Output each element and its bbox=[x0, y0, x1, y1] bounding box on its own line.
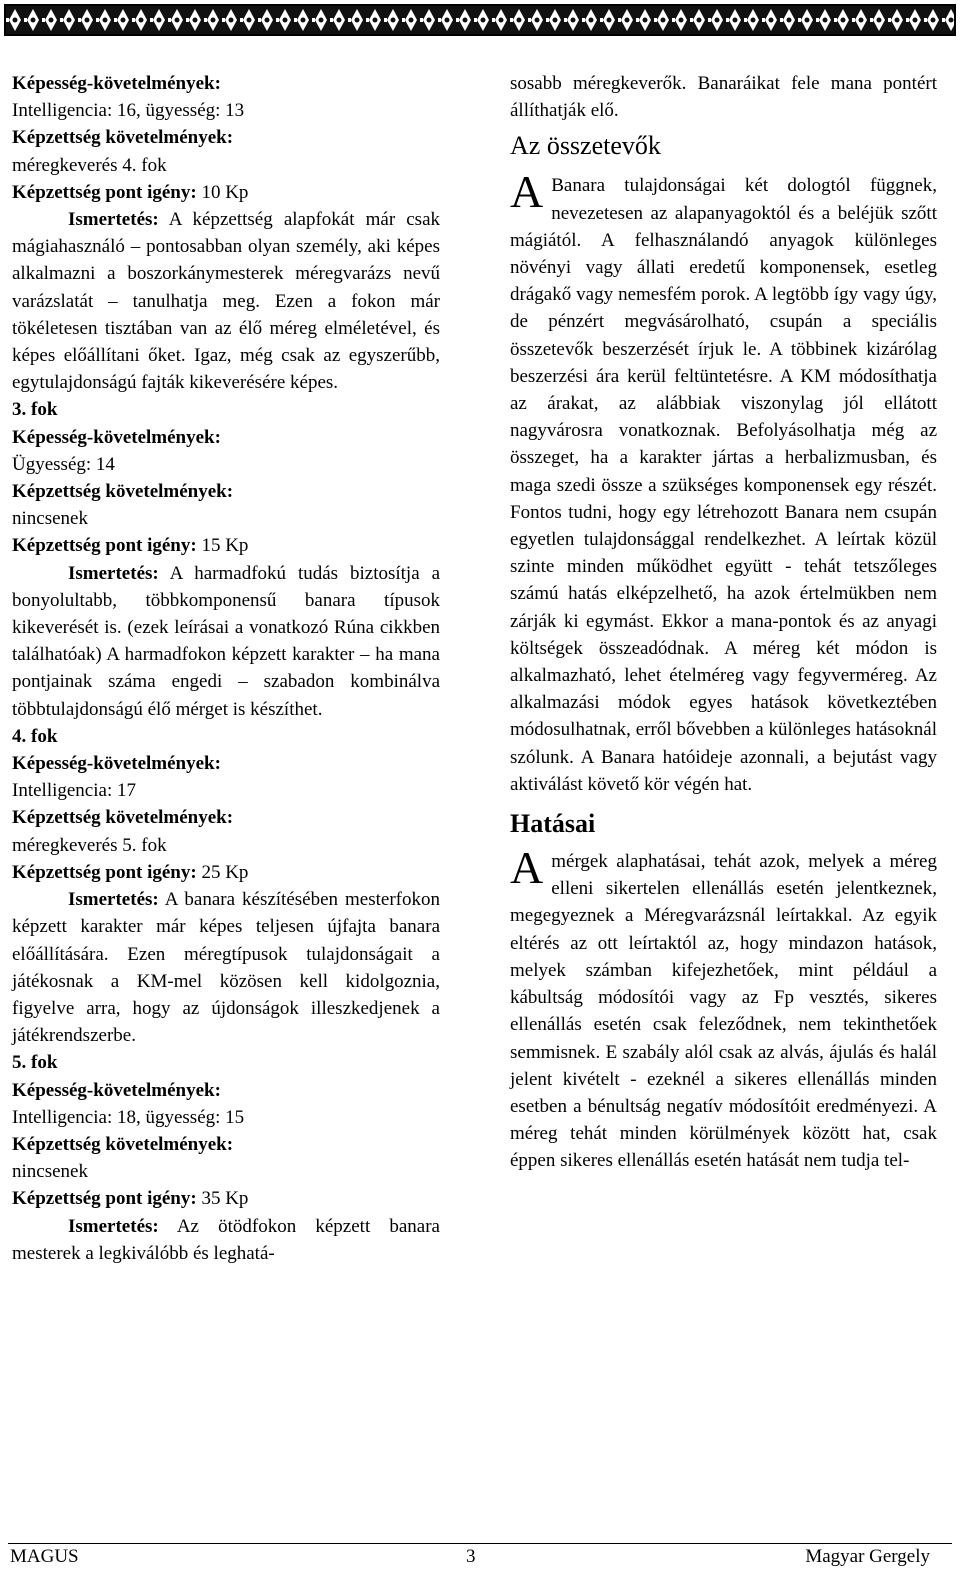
kp-value: 35 Kp bbox=[201, 1188, 249, 1210]
req-skill-value: nincsenek bbox=[12, 508, 88, 530]
kp-label: Képzettség pont igény: bbox=[12, 181, 197, 203]
req-ability-label: Képesség-követelmények: bbox=[12, 753, 221, 775]
kp-value: 10 Kp bbox=[201, 181, 249, 203]
kp-value: 15 Kp bbox=[201, 535, 249, 557]
req-skill-label: Képzettség követelmények: bbox=[12, 127, 234, 149]
level-4-block bbox=[12, 723, 440, 1049]
section-text: Banara tulajdonságai két dologtól függnek, nevezetesen az alapanyagoktól és a beléjük szőtt mágiától. A felhasználandó anyagok különleges növényi vagy állati eredetű komponensek, esetleg drágakő vagy nemesfém porok. A legtöbb így vagy úgy, de pénzért megvásárolható, csupán a speciális összetevők beszerzését írjuk le. A többinek kizárólag beszerzési ára kerül feltüntetésre. A KM módosíthatja az árakat, az alábbiak viszonylag jól ellátott nagyvárosra vonatkoznak. Befolyásolhatja még az összeget, ha a karakter jártas a herbalizmusban, és maga szedi össze a szükséges komponensek egy részét. Fontos tudni, hogy egy létrehozott Banara nem csupán egyetlen tulajdonsággal rendelkezhet. A leírtak közül szinte minden működhet együtt - tehát tetszőleges számú hatás elképzelhető, ha azok értelmükben nem zárják ki egymást. Ekkor a mana-pontok és az anyagi költségek összeadódnak. A méreg két módon is alkalmazható, lehet ételméreg vagy fegyverméreg. Az alkalmazási módok egyes hatások következtében módosulhatnak, erről bővebben a különleges hatásoknál szólunk. A Banara hatóideje azonnali, a bejutást vagy aktiválást követő kör végén hat. bbox=[510, 175, 937, 795]
footer-author: Magyar Gergely bbox=[805, 1546, 930, 1567]
intro-text: sosabb méregkeverők. Banaráikat fele mana pontért állíthatják elő. bbox=[510, 73, 937, 122]
desc-label: Ismertetés: bbox=[68, 889, 159, 911]
req-ability-value: Intelligencia: 16, ügyesség: 13 bbox=[12, 100, 245, 122]
section-heading-osszetevok: Az összetevők bbox=[510, 131, 661, 161]
desc-text: A képzettség alapfokát már csak mágiahasználó – pontosabban olyan személy, aki képes alkalmazni a boszorkánymesterek méregvarázs nevű varázslatát – tanulhatja meg. Ezen a fokon már tökéletesen tisztában van az élő méreg elméletével, és képes előállítani őket. Igaz, még csak az egyszerűbb, egytulajdonságú fajták kikeverésére képes. bbox=[12, 209, 440, 394]
req-ability-value: Intelligencia: 18, ügyesség: 15 bbox=[12, 1106, 245, 1128]
level-heading: 5. fok bbox=[12, 1052, 58, 1074]
req-skill-value: méregkeverés 5. fok bbox=[12, 834, 167, 856]
kp-label: Képzettség pont igény: bbox=[12, 861, 197, 883]
section-hatasai-body bbox=[510, 842, 937, 1174]
req-ability-label: Képesség-követelmények: bbox=[12, 426, 221, 448]
page-number: 3 bbox=[466, 1546, 476, 1567]
req-ability-value: Intelligencia: 17 bbox=[12, 780, 136, 802]
req-skill-value: nincsenek bbox=[12, 1161, 88, 1183]
desc-label: Ismertetés: bbox=[68, 562, 159, 584]
drop-cap: A bbox=[510, 842, 544, 894]
req-skill-value: méregkeverés 4. fok bbox=[12, 154, 167, 176]
desc-text: A banara készítésében mesterfokon képzett karakter már képes teljesen újfajta banara előállítására. Ezen méregtípusok tulajdonságait a játékosnak a KM-mel közösen kell kidolgoznia, figyelve arra, hogy az újdonságok illeszkedjenek a játékrendszerbe. bbox=[12, 889, 440, 1047]
level-heading: 4. fok bbox=[12, 725, 58, 747]
req-ability-label: Képesség-követelmények: bbox=[12, 1079, 221, 1101]
kp-value: 25 Kp bbox=[201, 861, 249, 883]
req-ability-label: Képesség-követelmények: bbox=[12, 73, 221, 94]
section-heading-hatasai: Hatásai bbox=[510, 809, 596, 839]
req-skill-label: Képzettség követelmények: bbox=[12, 1133, 234, 1155]
decorative-header-band bbox=[4, 4, 956, 36]
desc-text: A harmadfokú tudás biztosítja a bonyolultabb, többkomponensű banara típusok kikeverését is. (ezek leírásai a vonatkozó Rúna cikkben találhatóak) A harmadfokon képzett karakter – ha mana pontjainak száma engedi – szabadon kombinálva többtulajdonságú élő mérget is készíthet. bbox=[12, 562, 441, 720]
desc-label: Ismertetés: bbox=[68, 209, 159, 231]
section-osszetevok-body bbox=[510, 166, 937, 798]
kp-label: Képzettség pont igény: bbox=[12, 1188, 197, 1210]
level-5-block bbox=[12, 1049, 440, 1267]
desc-text: Az ötödfokon képzett banara mesterek a legkiválóbb és leghatá- bbox=[12, 1215, 440, 1264]
drop-cap: A bbox=[510, 166, 544, 218]
req-skill-label: Képzettség követelmények: bbox=[12, 481, 234, 503]
footer-rule bbox=[8, 1543, 952, 1544]
req-ability-value: Ügyesség: 14 bbox=[12, 453, 115, 475]
kp-label: Képzettség pont igény: bbox=[12, 535, 197, 557]
right-column bbox=[510, 70, 937, 1175]
req-skill-label: Képzettség követelmények: bbox=[12, 807, 234, 829]
level-2-block bbox=[12, 70, 440, 396]
footer-title: MAGUS bbox=[10, 1546, 79, 1567]
level-3-block bbox=[12, 396, 440, 722]
left-column bbox=[12, 70, 440, 1267]
section-text: mérgek alaphatásai, tehát azok, melyek a méreg elleni sikertelen ellenállás esetén jelentkeznek, megegyeznek a Méregvarázsnál leírtakkal. Az egyik eltérés az ott leírtaktól az, hogy mindazon hatások, melyek számban kifejezhetőek, mint például a kábultság módosítói vagy az Fp vesztés, sikeres ellenállás esetén csak feleződnek, nem tekinthetőek semmisnek. E szabály alól csak az alvás, ájulás és halál jelent kivételt - ezeknél a sikeres ellenállás minden esetben a bénultság negatív módosítóit eredményezi. A méreg tehát minden körülmények között hat, csak éppen sikeres ellenállás esetén hatását nem tudja tel- bbox=[510, 851, 937, 1172]
ornament-pattern bbox=[6, 6, 954, 34]
desc-label: Ismertetés: bbox=[68, 1215, 159, 1237]
level-heading: 3. fok bbox=[12, 399, 58, 421]
